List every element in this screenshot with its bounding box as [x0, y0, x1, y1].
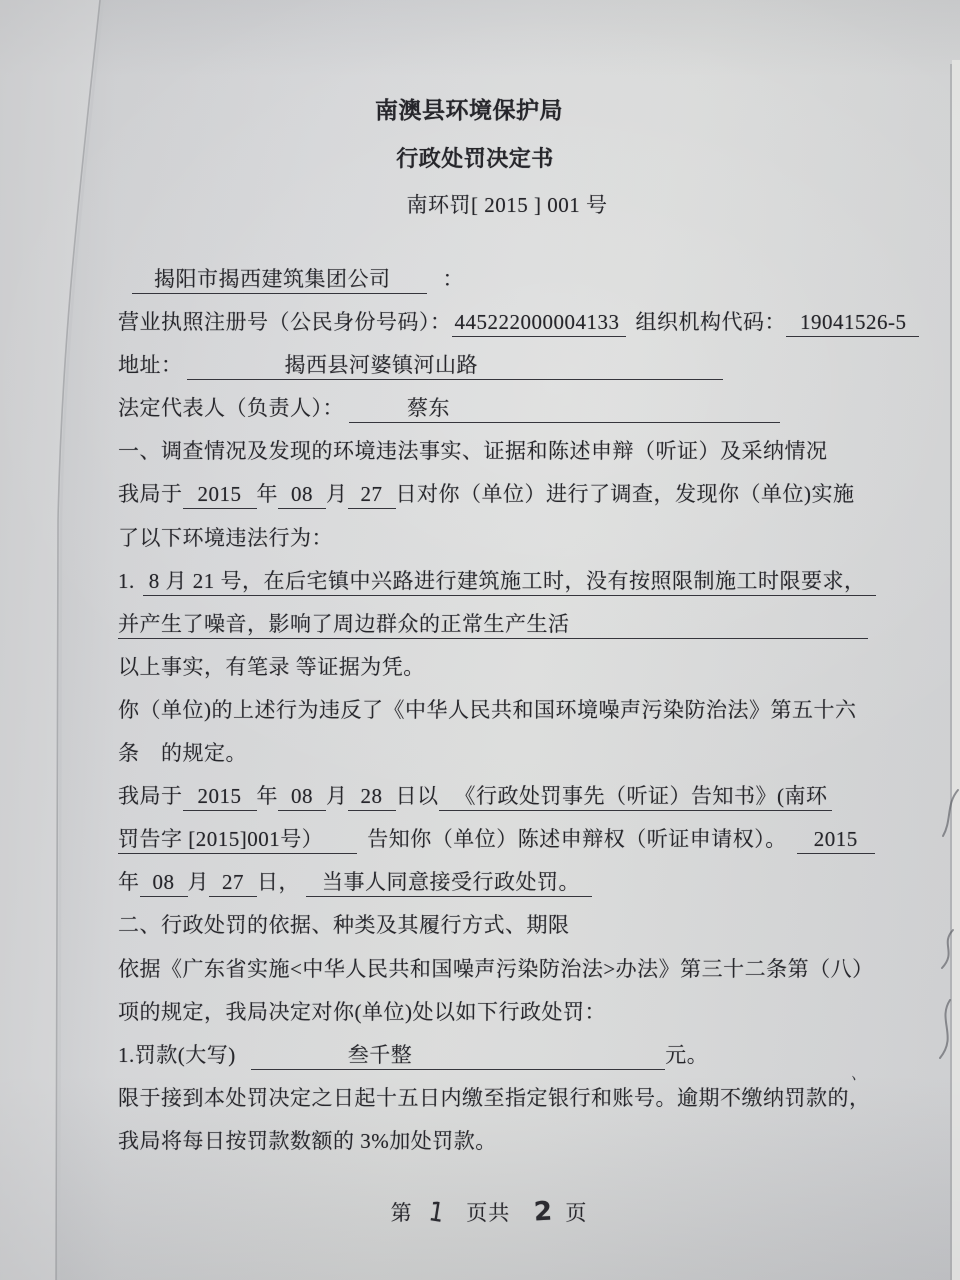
investigation-pre: 我局于 [118, 482, 183, 507]
fine-amount: 叁千整 [251, 1043, 666, 1070]
document-type-title: 行政处罚决定书 [396, 146, 554, 171]
registration-line [118, 301, 907, 344]
footer-prefix: 第 [390, 1201, 413, 1225]
notification-year-unit: 年 [256, 784, 278, 809]
agency-name: 南澳县环境保护局 [375, 98, 563, 123]
recipient-name: 揭阳市揭西建筑集团公司 [132, 267, 427, 294]
handwriting-mark [943, 790, 958, 836]
agree-day-suffix: 日， [257, 870, 300, 895]
fine-unit: 元。 [665, 1042, 709, 1067]
legal-rep-line [118, 387, 860, 430]
fine-label: 1.罚款(大写) [118, 1042, 236, 1067]
legal-rep-label: 法定代表人（负责人）： [118, 396, 344, 421]
fine-line [118, 1034, 860, 1077]
violation-line2 [118, 603, 860, 646]
notification-doc-title-part1: 《行政处罚事先（听证）告知书》(南环 [439, 784, 832, 811]
page-footer [118, 1192, 860, 1233]
page-fold-highlight [59, 0, 103, 1280]
notification-pre: 我局于 [118, 784, 183, 809]
notification-line3 [118, 861, 860, 904]
license-number: 445222000004133 [452, 310, 626, 337]
current-page-number: 1 [426, 1197, 447, 1229]
recipient-colon: ： [442, 267, 464, 291]
basis-line1: 依据《广东省实施<中华人民共和国噪声污染防治法>办法》第三十二条第（八） [118, 956, 874, 981]
section1-heading: 一、调查情况及发现的环境违法事实、证据和陈述申辩（听证）及采纳情况 [118, 439, 828, 464]
handwriting-mark [942, 930, 953, 968]
violation-index: 1. [118, 568, 135, 593]
agree-year: 2015 [797, 827, 875, 854]
violation-text2: 并产生了噪音，影响了周边群众的正常生产生活 [118, 612, 868, 639]
recipient-line [118, 258, 860, 301]
agree-year-unit: 年 [118, 870, 140, 895]
org-code-value: 19041526-5 [786, 310, 919, 337]
investigation-line2: 了以下环境违法行为： [118, 525, 333, 550]
page-fold-crease [56, 0, 100, 1280]
violation-text1: 8 月 21 号，在后宅镇中兴路进行建筑施工时，没有按照限制施工时限要求， [143, 569, 876, 596]
notification-month: 08 [278, 784, 326, 811]
agree-day: 27 [209, 870, 257, 897]
investigation-year: 2015 [183, 482, 257, 509]
notification-line1 [118, 775, 860, 818]
document-content [118, 88, 907, 1163]
pen-tick-mark: 、 [849, 1065, 870, 1086]
investigation-post: 日对你（单位）进行了调查，发现你（单位)实施 [395, 482, 855, 507]
investigation-month: 08 [278, 482, 326, 509]
law-violated-line1: 你（单位)的上述行为违反了《中华人民共和国环境噪声污染防治法》第五十六 [118, 697, 857, 722]
notification-year: 2015 [183, 784, 257, 811]
address-value: 揭西县河婆镇河山路 [187, 353, 724, 380]
agree-month-unit: 月 [187, 870, 209, 895]
payment-line2: 我局将每日按罚款数额的 3%加处罚款。 [118, 1128, 497, 1153]
notification-day: 28 [348, 784, 396, 811]
license-label: 营业执照注册号（公民身份号码）： [118, 310, 452, 335]
notification-doc-title-part2: 罚告字 [2015]001号） [118, 827, 357, 854]
evidence-line: 以上事实，有笔录 等证据为凭。 [118, 654, 425, 679]
document-body [118, 258, 907, 1163]
notification-month-unit: 月 [326, 784, 348, 809]
footer-suffix: 页 [565, 1201, 588, 1225]
agree-month: 08 [140, 870, 188, 897]
total-page-number: 2 [533, 1196, 555, 1228]
basis-line2: 项的规定，我局决定对你(单位)处以如下行政处罚： [118, 999, 606, 1024]
notification-line2 [118, 818, 860, 861]
law-violated-line2: 条 的规定。 [118, 741, 247, 766]
legal-rep-value: 蔡东 [349, 396, 780, 423]
org-code-label: 组织机构代码： [635, 310, 786, 335]
footer-middle: 页共 [466, 1201, 511, 1225]
address-line [118, 344, 860, 387]
document-number: 南环罚[ 2015 ] 001 号 [406, 193, 608, 217]
violation-line1 [118, 560, 866, 603]
investigation-day: 27 [348, 482, 396, 509]
year-unit: 年 [256, 482, 278, 507]
underpage-right-strip [952, 60, 960, 1280]
section2-heading: 二、行政处罚的依据、种类及其履行方式、期限 [118, 913, 570, 938]
month-unit: 月 [326, 482, 348, 507]
underpage-sliver [0, 0, 100, 1280]
agree-statement: 当事人同意接受行政处罚。 [306, 870, 592, 897]
address-label: 地址： [118, 353, 183, 378]
notification-post: 日以 [395, 784, 439, 809]
notification-mid: 告知你（单位）陈述申辩权（听证申请权）。 [367, 827, 787, 852]
payment-line1: 限于接到本处罚决定之日起十五日内缴至指定银行和账号。逾期不缴纳罚款的， [118, 1085, 871, 1110]
handwriting-mark [940, 1000, 950, 1058]
investigation-line1 [118, 473, 860, 516]
